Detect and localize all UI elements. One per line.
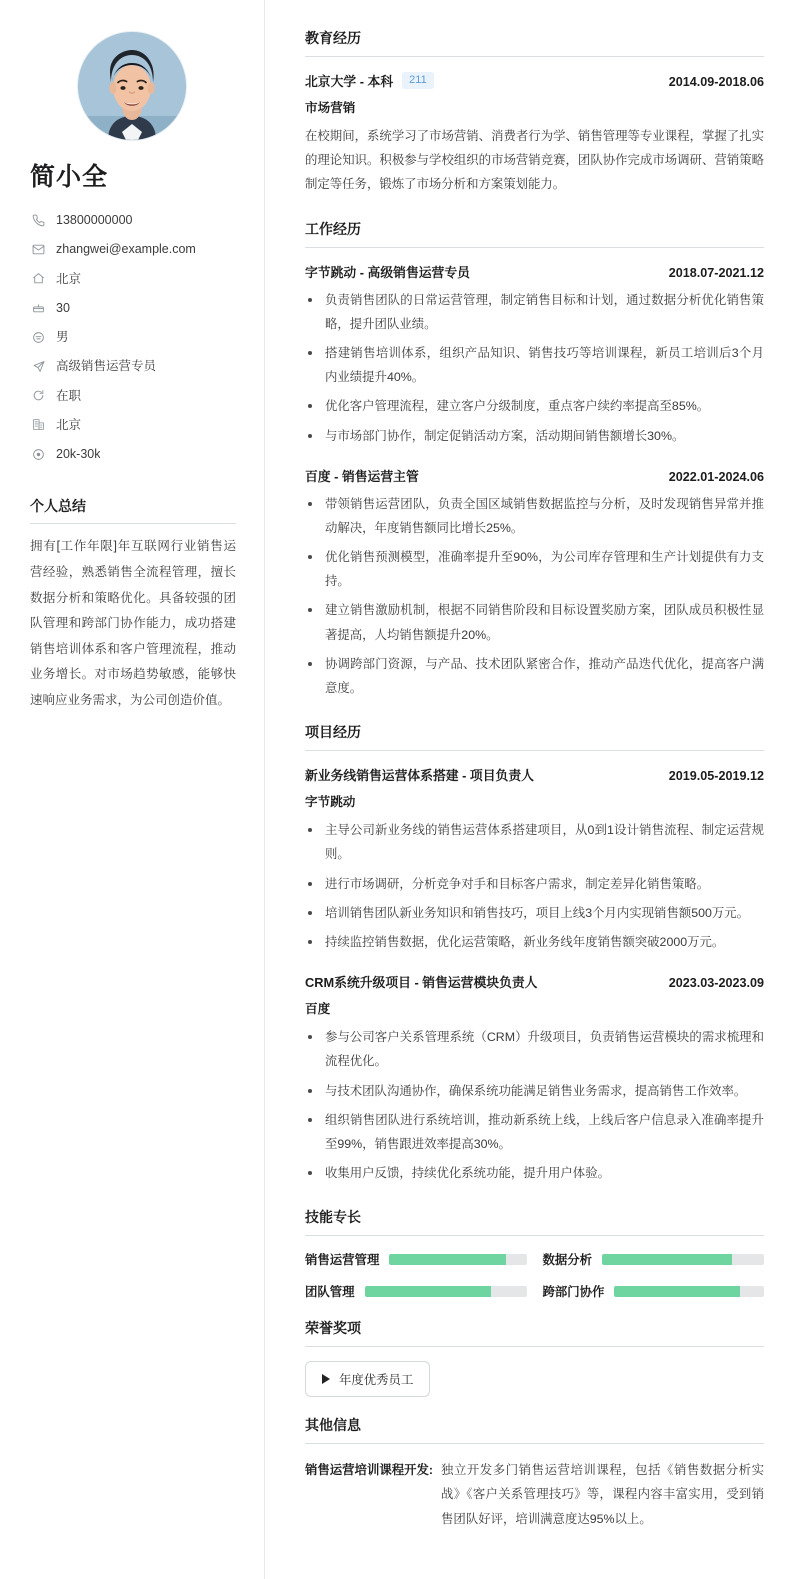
contact-value: 30 (56, 300, 70, 315)
skill-progress-fill (365, 1286, 491, 1297)
entry-heading (305, 765, 534, 784)
summary-text: 拥有[工作年限]年互联网行业销售运营经验，熟悉销售全流程管理，擅长数据分析和策略优化。具备较强的团队管理和跨部门协作能力，成功搭建销售培训体系和客户管理流程，推动业务增长。对市场趋势敏感，能够快速响应业务需求，为公司创造价值。 (30, 539, 236, 707)
list-item: 培训销售团队新业务知识和销售技巧，项目上线3个月内实现销售额500万元。 (305, 901, 764, 925)
list-item: 与市场部门协作，制定促销活动方案，活动期间销售额增长30%。 (305, 424, 764, 448)
entry-heading (305, 972, 537, 991)
contact-item-email (30, 241, 236, 257)
company-title: 百度 - 销售运营主管 (305, 468, 419, 484)
honors-title: 荣誉奖项 (305, 1318, 764, 1347)
honor-label: 年度优秀员工 (339, 1373, 414, 1388)
home-icon (30, 271, 46, 287)
work-section (305, 219, 764, 701)
skill-progress-fill (602, 1254, 732, 1265)
entry-header (305, 466, 764, 485)
skills-section (305, 1207, 764, 1300)
building-icon (30, 417, 46, 433)
entry-date: 2022.01-2024.06 (668, 469, 764, 484)
envelope-icon (30, 241, 46, 257)
skill-progress-track (389, 1254, 526, 1265)
skill-row (305, 1250, 527, 1268)
project-company: 字节跳动 (305, 795, 356, 810)
list-item: 建立销售激励机制，根据不同销售阶段和目标设置奖励方案，团队成员积极性显著提高，人均销售额提升20%。 (305, 598, 764, 646)
major: 市场营销 (305, 101, 356, 115)
skill-row (543, 1282, 765, 1300)
contact-value: 北京 (56, 271, 82, 286)
entry-date: 2023.03-2023.09 (668, 976, 764, 991)
project-role: CRM系统升级项目 - 销售运营模块负责人 (305, 975, 538, 991)
work-title: 工作经历 (305, 219, 764, 248)
contact-value: 13800000000 (56, 213, 133, 227)
honor-chip[interactable] (305, 1361, 430, 1397)
skills-title: 技能专长 (305, 1207, 764, 1236)
skill-progress-track (614, 1286, 764, 1297)
skill-row (305, 1282, 527, 1300)
other-info-title: 其他信息 (305, 1415, 764, 1444)
project-entry (305, 972, 764, 1185)
list-item: 持续监控销售数据，优化运营策略，新业务线年度销售额突破2000万元。 (305, 930, 764, 954)
skill-label: 跨部门协作 (542, 1285, 605, 1300)
phone-icon (30, 212, 46, 228)
list-item: 主导公司新业务线的销售运营体系搭建项目，从0到1设计销售流程、制定运营规则。 (305, 818, 764, 866)
person-name: 简小全 (30, 163, 109, 191)
skill-progress-fill (614, 1286, 740, 1297)
list-item: 优化销售预测模型，准确率提升至90%，为公司库存管理和生产计划提供有力支持。 (305, 545, 764, 593)
contact-value: 20k-30k (56, 447, 101, 461)
entry-header (305, 262, 764, 281)
status-badge: 211 (402, 72, 434, 90)
work-entry (305, 262, 764, 448)
contact-item-status (30, 388, 236, 404)
list-item: 负责销售团队的日常运营管理，制定销售目标和计划，通过数据分析优化销售策略，提升团队业绩。 (305, 288, 764, 336)
skill-label: 团队管理 (305, 1285, 355, 1300)
list-item: 参与公司客户关系管理系统（CRM）升级项目，负责销售运营模块的需求梳理和流程优化。 (305, 1025, 764, 1073)
refresh-icon (30, 388, 46, 404)
list-item: 带领销售运营团队，负责全国区域销售数据监控与分析，及时发现销售异常并推动解决，年度销售额同比增长25%。 (305, 492, 764, 540)
contact-value: 在职 (56, 388, 82, 403)
skill-progress-track (602, 1254, 764, 1265)
contact-value: 北京 (56, 417, 82, 432)
entry-date: 2018.07-2021.12 (668, 265, 764, 280)
education-description: 在校期间，系统学习了市场营销、消费者行为学、销售管理等专业课程，掌握了扎实的理论知识。积极参与学校组织的市场营销竞赛，团队协作完成市场调研、营销策略制定等任务，锻炼了市场分析和方案策划能力。 (305, 129, 764, 192)
skills-grid (305, 1250, 764, 1300)
other-info-value: 独立开发多门销售运营培训课程，包括《销售数据分析实战》《客户关系管理技巧》等，课程内容丰富实用，受到销售团队好评，培训满意度达95%以上。 (441, 1463, 764, 1526)
contact-item-age (30, 300, 236, 316)
skill-progress-fill (389, 1254, 506, 1265)
list-item: 进行市场调研，分析竞争对手和目标客户需求，制定差异化销售策略。 (305, 872, 764, 896)
bullet-list (305, 818, 764, 954)
entry-header (305, 972, 764, 991)
entry-heading (305, 71, 434, 90)
skill-progress-track (365, 1286, 527, 1297)
triangle-icon (322, 1374, 330, 1384)
other-info-label: 销售运营培训课程开发: (305, 1463, 434, 1478)
contact-value: 高级销售运营专员 (56, 359, 157, 374)
target-icon (30, 446, 46, 462)
paper-plane-icon (30, 358, 46, 374)
bullet-list (305, 492, 764, 701)
contact-item-position (30, 358, 236, 374)
avatar (78, 32, 186, 140)
work-entry (305, 466, 764, 701)
skill-label: 数据分析 (542, 1253, 593, 1268)
avatar-container (28, 32, 236, 140)
other-info-section (305, 1415, 764, 1531)
list-item: 收集用户反馈，持续优化系统功能，提升用户体验。 (305, 1161, 764, 1185)
contact-list (30, 212, 236, 462)
education-title: 教育经历 (305, 28, 764, 57)
bullet-list (305, 1025, 764, 1185)
entry-header (305, 71, 764, 90)
other-info-row (305, 1458, 764, 1531)
contact-item-gender (30, 329, 236, 345)
project-entry (305, 765, 764, 954)
list-item: 搭建销售培训体系，组织产品知识、销售技巧等培训课程，新员工培训后3个月内业绩提升40%。 (305, 341, 764, 389)
school-degree: 北京大学 - 本科 (305, 74, 394, 89)
skill-label: 销售运营管理 (305, 1253, 380, 1268)
project-role: 新业务线销售运营体系搭建 - 项目负责人 (305, 768, 534, 784)
entry-date: 2019.05-2019.12 (668, 769, 764, 784)
summary-section (28, 496, 236, 713)
company-title: 字节跳动 - 高级销售运营专员 (305, 264, 470, 280)
list-item: 优化客户管理流程，建立客户分级制度，重点客户续约率提高至85%。 (305, 394, 764, 418)
bullet-list (305, 288, 764, 448)
education-section (305, 28, 764, 197)
list-item: 协调跨部门资源，与产品、技术团队紧密合作，推动产品迭代优化，提高客户满意度。 (305, 652, 764, 700)
education-entry (305, 71, 764, 197)
entry-date: 2014.09-2018.06 (668, 75, 764, 89)
main-column (265, 0, 794, 1579)
cake-icon (30, 300, 46, 316)
contact-value: 男 (56, 330, 69, 344)
honors-section (305, 1318, 764, 1397)
contact-item-workplace (30, 417, 236, 433)
list-item: 与技术团队沟通协作，确保系统功能满足销售业务需求，提高销售工作效率。 (305, 1079, 764, 1103)
gender-icon (30, 329, 46, 345)
entry-heading (305, 466, 419, 485)
sidebar (0, 0, 265, 1579)
list-item: 组织销售团队进行系统培训，推动新系统上线，上线后客户信息录入准确率提升至99%，销售跟进效率提高30%。 (305, 1108, 764, 1156)
contact-item-location (30, 271, 236, 287)
projects-title: 项目经历 (305, 722, 764, 751)
projects-section (305, 722, 764, 1185)
skill-row (543, 1250, 765, 1268)
contact-value: zhangwei@example.com (56, 242, 196, 257)
summary-title: 个人总结 (30, 496, 236, 524)
entry-heading (305, 262, 470, 281)
contact-item-salary (30, 446, 236, 462)
project-company: 百度 (305, 1002, 331, 1017)
contact-item-phone (30, 212, 236, 228)
honor-list (305, 1361, 764, 1397)
entry-header (305, 765, 764, 784)
portrait-photo-icon (78, 32, 186, 140)
